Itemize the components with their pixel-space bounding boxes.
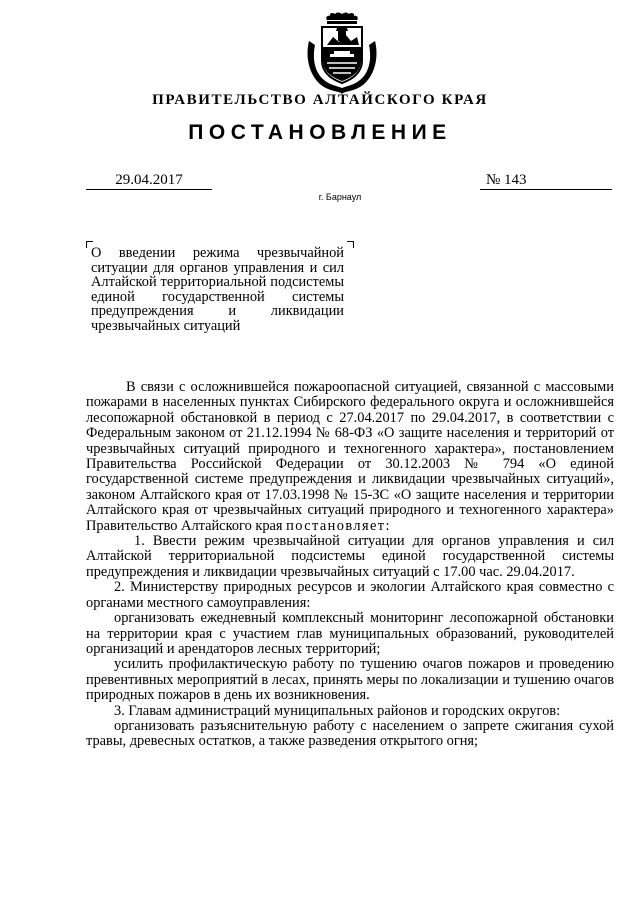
- preamble-text: В связи с осложнившейся пожароопасной ситуацией, связанной с массовыми пожарами в населенных пунктах Сибирского федерального округа и осложнившейся лесопожарной обстановкой в период с 27.04.2017 по 29.04.2017, в соответствии с Федеральным законом от 21.12.1994 № 68-ФЗ «О защите населения и территорий от чрезвычайных ситуаций природного и техногенного характера», постановлением Правительства Российской Федерации от 30.12.2003 № 794 «О единой государственной системе предупреждения и ликвидации чрезвычайных ситуаций», законом Алтайского края от 17.03.1998 № 15-ЗС «О защите населения и территории Алтайского края от чрезвычайных ситуаций природного и техногенного характера» Правительство Алтайского края: [86, 379, 614, 534]
- item-2: 2. Министерству природных ресурсов и экологии Алтайского края совместно с органами местного самоуправления:: [86, 579, 614, 611]
- item-3: 3. Главам администраций муниципальных районов и городских округов:: [114, 702, 561, 719]
- coat-of-arms-icon: [303, 11, 381, 95]
- preamble-paragraph: [86, 380, 614, 534]
- item-3-a: организовать разъяснительную работу с населением о запрете сжигания сухой травы, древесных остатков, а также разведения открытого огня;: [86, 717, 614, 750]
- document-date: 29.04.2017: [86, 172, 212, 190]
- item-1: 1. Ввести режим чрезвычайной ситуации для органов управления и сил Алтайской территориальной подсистемы единой государственной системы предупреждения и ликвидации чрезвычайных ситуаций с 17.00 час. 29.04.2017.: [86, 533, 614, 580]
- document-subject: О введении режима чрезвычайной ситуации для органов управления и сил Алтайской территориальной подсистемы единой государственной системы предупреждения и ликвидации чрезвычайных ситуаций: [91, 245, 344, 334]
- item-2-b: усилить профилактическую работу по тушению очагов пожаров и проведению превентивных мероприятий в лесах, принять меры по локализации и тушению очагов природных пожаров в день их возникновения.: [86, 656, 615, 704]
- issue-city: г. Барнаул: [318, 192, 362, 202]
- government-title: ПРАВИТЕЛЬСТВО АЛТАЙСКОГО КРАЯ: [152, 92, 488, 108]
- item-2-a: организовать ежедневный комплексный мониторинг лесопожарной обстановки на территории края с участием глав муниципальных образований, руководителей организаций и арендаторов лесных территорий;: [86, 610, 614, 657]
- resolves-word: постановляет:: [286, 517, 391, 534]
- subject-corner-right: [347, 241, 354, 248]
- document-number: № 143: [480, 172, 612, 190]
- document-body: [86, 380, 614, 750]
- document-type: ПОСТАНОВЛЕНИЕ: [188, 121, 452, 144]
